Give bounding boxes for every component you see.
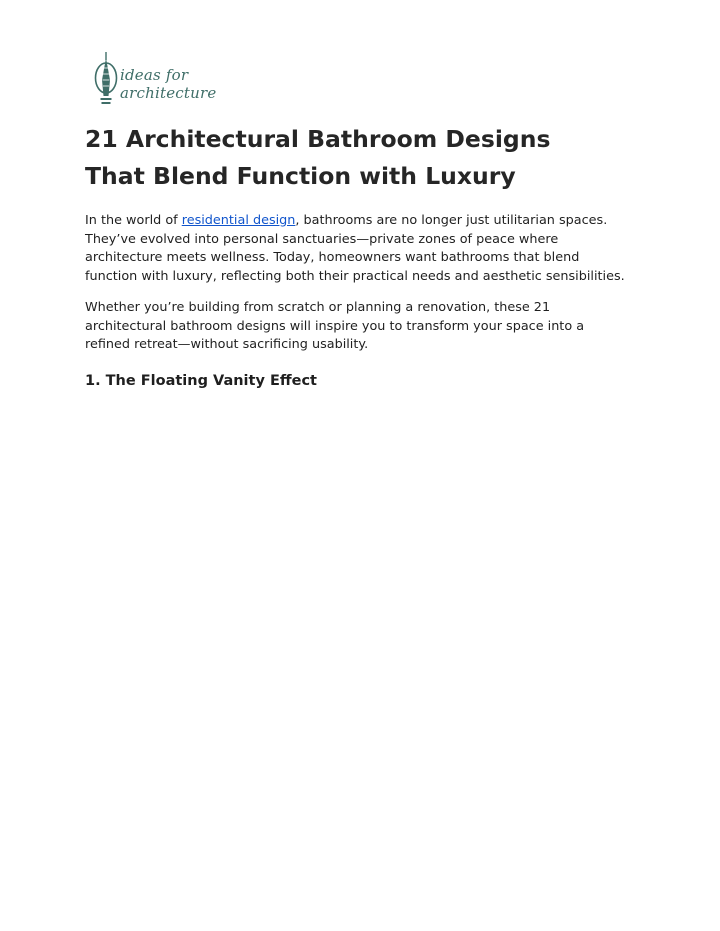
intro-lead-text: In the world of	[85, 213, 182, 228]
intro-line-4: function with luxury, reflecting both their practical needs and aesthetic sensibilities.	[85, 268, 625, 284]
section-heading-floating-vanity: 1. The Floating Vanity Effect	[85, 373, 317, 389]
logo-wordmark	[120, 66, 216, 102]
second-line-2: architectural bathroom designs will inspire you to transform your space into a	[85, 318, 585, 334]
intro-line-2: They’ve evolved into personal sanctuaries—private zones of peace where	[85, 231, 559, 247]
residential-design-link[interactable]: residential design	[181, 213, 296, 228]
article-title	[85, 121, 645, 195]
fountain-pen-nib-icon	[92, 50, 120, 110]
logo-line-1: ideas for	[120, 66, 189, 84]
intro-line-3: architecture meets wellness. Today, homeowners want bathrooms that blend	[85, 250, 580, 265]
intro-paragraph	[85, 212, 645, 286]
intro-line-1	[85, 212, 645, 231]
title-line-1: 21 Architectural Bathroom Designs	[85, 125, 551, 153]
site-logo[interactable]	[92, 50, 217, 110]
logo-line-2: architecture	[120, 84, 217, 102]
title-line-2: That Blend Function with Luxury	[85, 162, 516, 190]
second-line-3: refined retreat—without sacrificing usability.	[85, 337, 369, 352]
second-paragraph	[85, 299, 645, 355]
intro-line-1-rest: , bathrooms are no longer just utilitarian spaces.	[295, 213, 608, 228]
second-line-1: Whether you’re building from scratch or planning a renovation, these 21	[85, 300, 551, 315]
